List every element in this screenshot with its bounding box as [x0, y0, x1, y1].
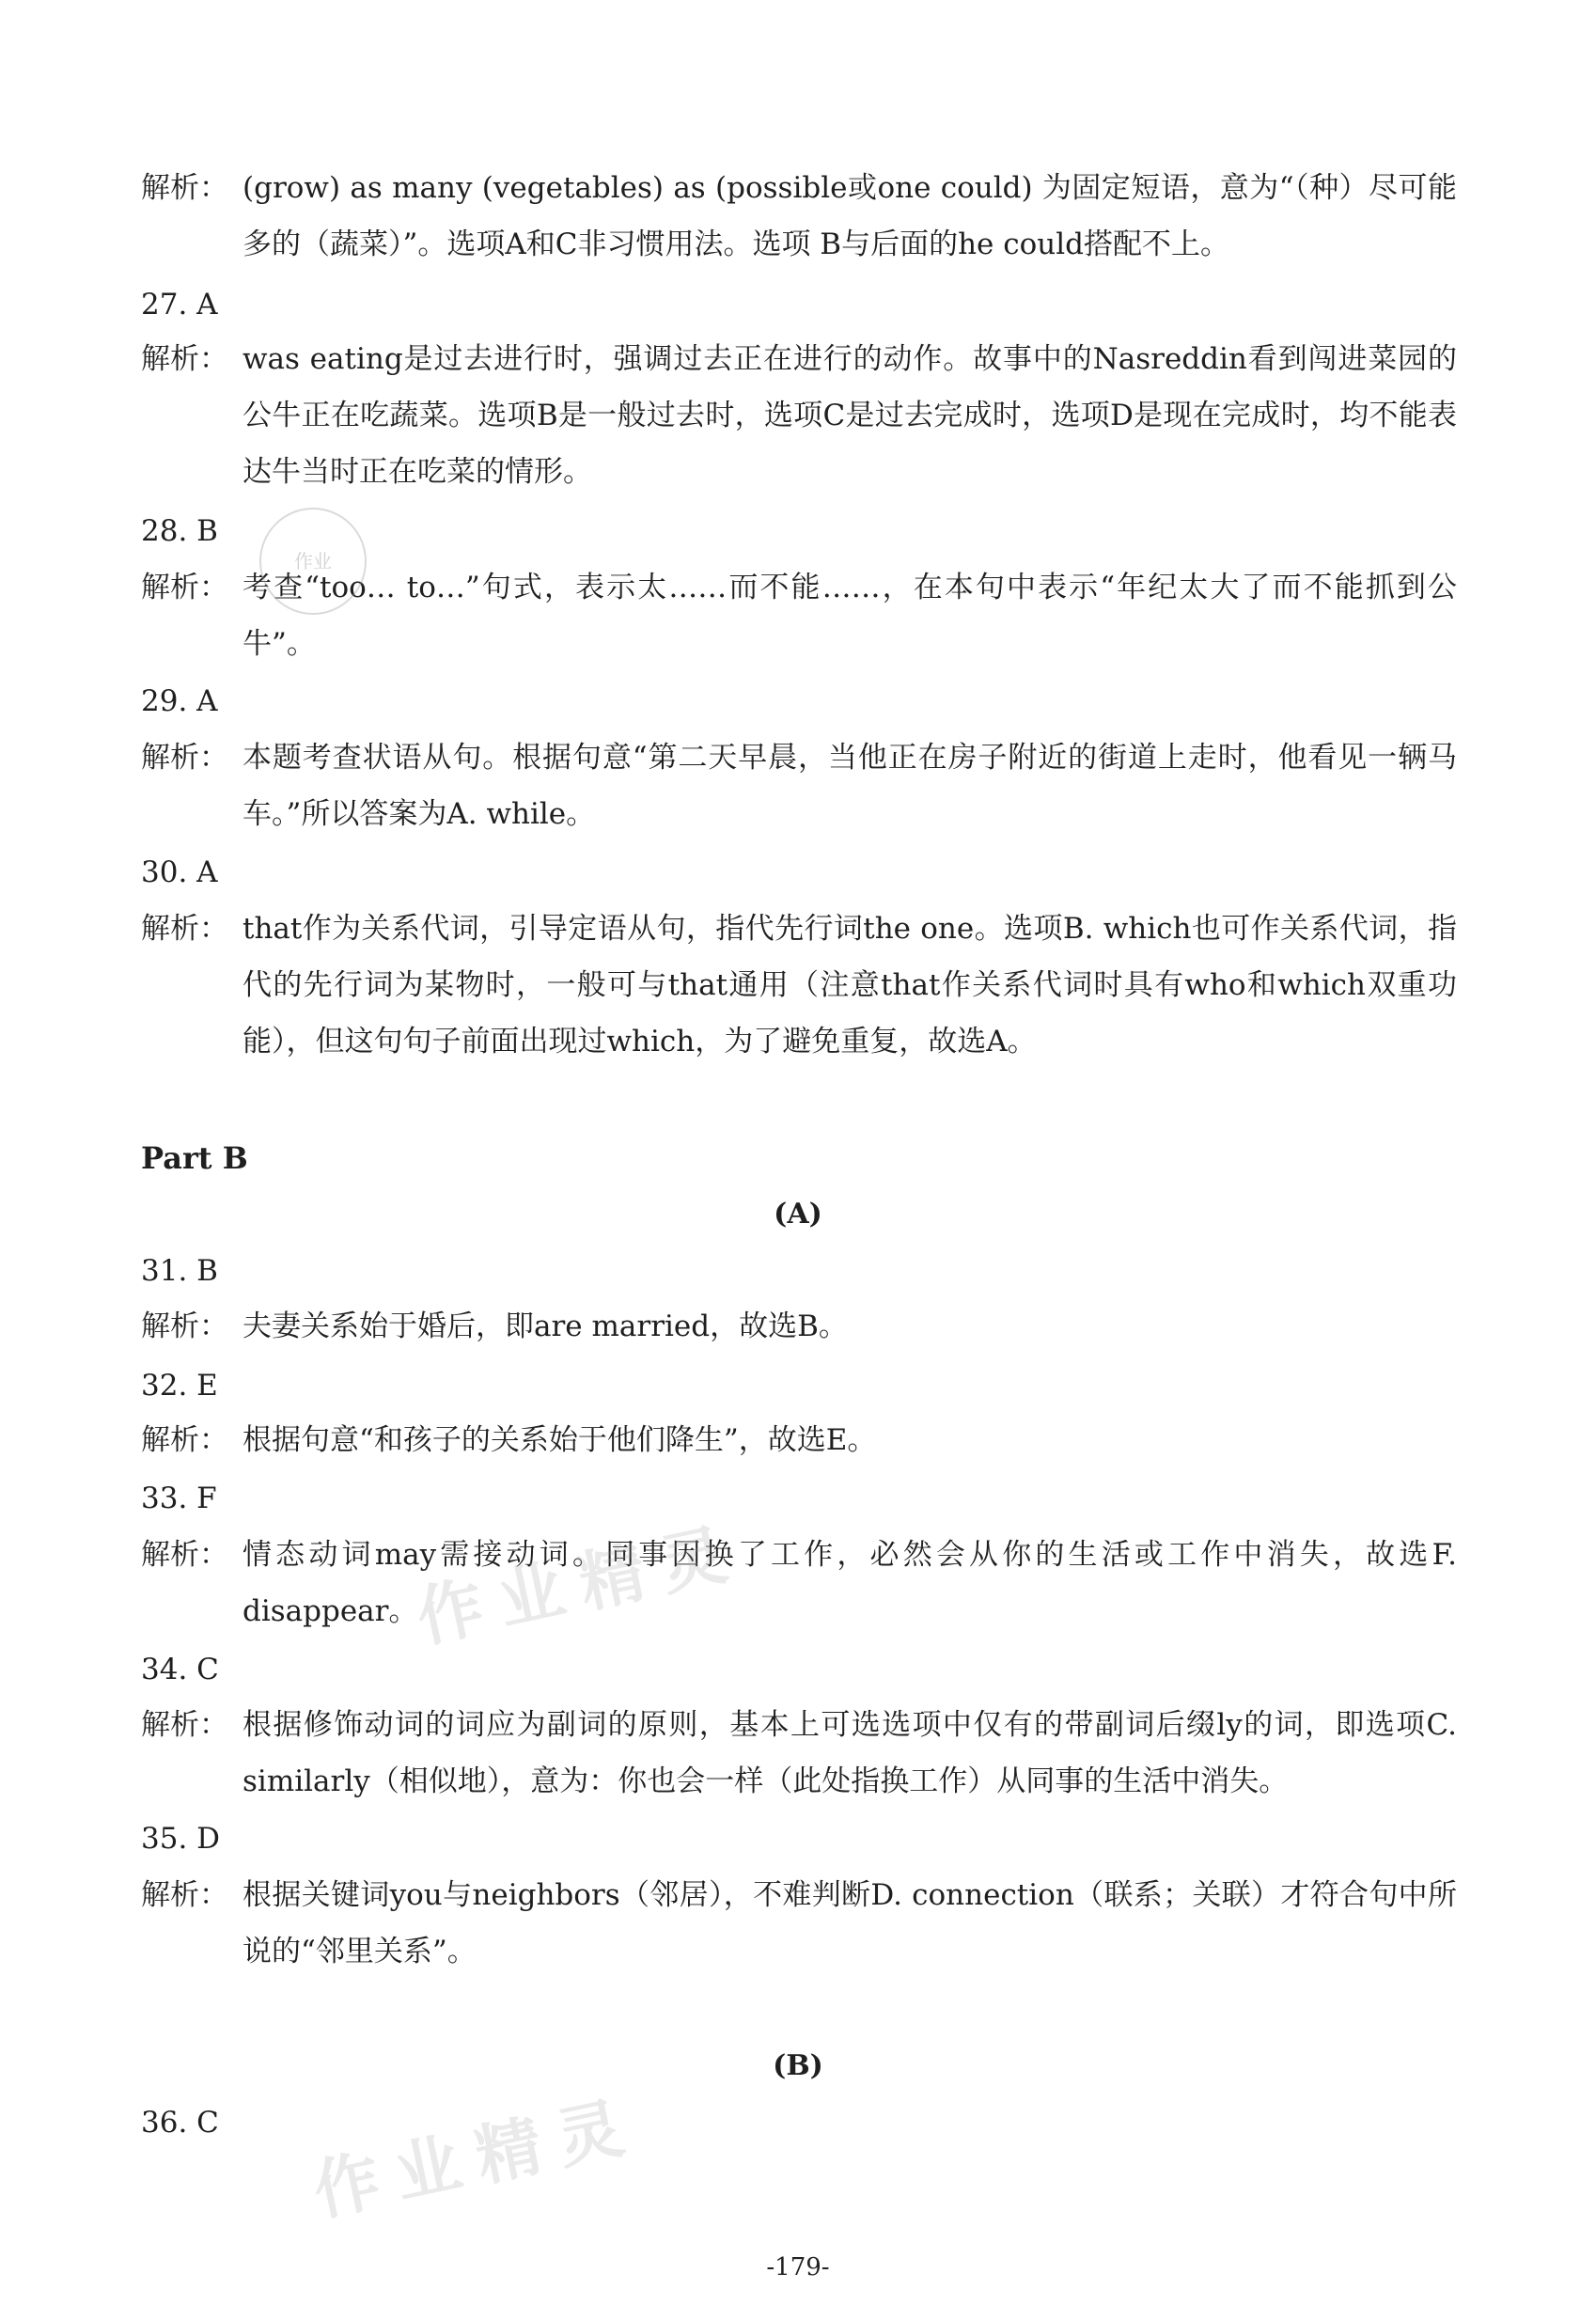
analysis-text: 根据句意“和孩子的关系始于他们降生”，故选E。 [243, 1423, 877, 1457]
analysis-label: 解析： [141, 171, 228, 205]
watermark: 作业精灵 [410, 1513, 750, 1657]
analysis-text: 考查“too… to…”句式，表示太……而不能……，在本句中表示“年纪太大了而不能抓到公牛”。 [243, 571, 1457, 661]
answer-35: 35. D [141, 1822, 221, 1856]
analysis-text: 根据关键词you与neighbors（邻居），不难判断D. connection（联系；关联）才符合句中所说的“邻里关系”。 [243, 1878, 1457, 1968]
analysis-34 [141, 1697, 1457, 1810]
section-heading-b: (B) [773, 2049, 823, 2082]
analysis-label: 解析： [141, 741, 228, 775]
answer-32: 32. E [141, 1369, 218, 1403]
answer-29: 29. A [141, 684, 218, 718]
analysis-text: 情态动词may需接动词。同事因换了工作，必然会从你的生活或工作中消失，故选F. disappear。 [243, 1538, 1457, 1628]
analysis-label: 解析： [141, 1878, 228, 1912]
analysis-label: 解析： [141, 571, 228, 604]
answer-36: 36. C [141, 2106, 219, 2140]
analysis-27 [141, 331, 1457, 500]
analysis-26 [141, 160, 1457, 273]
analysis-text: 本题考查状语从句。根据句意“第二天早晨，当他正在房子附近的街道上走时，他看见一辆马车。”所以答案为A. while。 [243, 741, 1457, 831]
analysis-30 [141, 901, 1457, 1070]
answer-31: 31. B [141, 1254, 218, 1288]
analysis-32 [141, 1412, 1457, 1468]
analysis-label: 解析： [141, 342, 228, 376]
analysis-text: was eating是过去进行时，强调过去正在进行的动作。故事中的Nasreddin看到闯进菜园的公牛正在吃蔬菜。选项B是一般过去时，选项C是过去完成时，选项D是现在完成时，均不能表达牛当时正在吃菜的情形。 [243, 342, 1457, 489]
section-heading-a: (A) [774, 1198, 822, 1231]
analysis-31 [141, 1298, 1457, 1355]
answer-30: 30. A [141, 855, 218, 889]
analysis-35 [141, 1867, 1457, 1980]
analysis-29 [141, 729, 1457, 842]
analysis-label: 解析： [141, 1538, 228, 1572]
answer-27: 27. A [141, 288, 218, 321]
watermark: 作业精灵 [306, 2086, 647, 2231]
analysis-label: 解析： [141, 1423, 228, 1457]
analysis-label: 解析： [141, 1708, 228, 1742]
answer-33: 33. F [141, 1482, 217, 1515]
analysis-text: (grow) as many (vegetables) as (possible或one could) 为固定短语，意为“（种）尽可能多的（蔬菜）”。选项A和C非习惯用法。选项 B与后面的he could搭配不上。 [243, 171, 1457, 261]
answer-34: 34. C [141, 1653, 219, 1686]
page-number: -179- [766, 2253, 830, 2281]
analysis-text: that作为关系代词，引导定语从句，指代先行词the one。选项B. which也可作关系代词，指代的先行词为某物时，一般可与that通用（注意that作关系代词时具有who和which双重功能），但这句句子前面出现过which，为了避免重复，故选A。 [243, 912, 1457, 1058]
analysis-33 [141, 1527, 1457, 1639]
stamp-logo: 作业 [259, 508, 367, 615]
analysis-text: 夫妻关系始于婚后，即are married，故选B。 [243, 1309, 848, 1343]
analysis-label: 解析： [141, 912, 228, 946]
analysis-text: 根据修饰动词的词应为副词的原则，基本上可选选项中仅有的带副词后缀ly的词，即选项C. similarly（相似地），意为：你也会一样（此处指换工作）从同事的生活中消失。 [243, 1708, 1457, 1798]
part-heading: Part B [141, 1140, 248, 1176]
analysis-label: 解析： [141, 1309, 228, 1343]
answer-28: 28. B [141, 514, 218, 548]
